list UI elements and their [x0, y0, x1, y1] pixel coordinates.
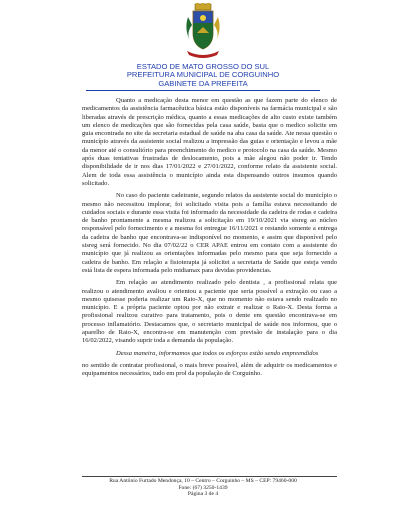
footer-phone: Fone: (67) 3250-1439: [178, 484, 228, 491]
coat-of-arms-icon: [184, 3, 222, 61]
paragraph-wheelchair: No caso do paciente cadeirante, segundo relatos da assistente social do município o mesmo não necessitou implorar, foi solicitado visita pois a família estava necessitando de cuidados sociais e durante essa visita foi informado da necessidade da cadeira de rodas e cadeira de banho prontamente a mesma realizou a solicitação em 19/10/2021 via sisreg ao núcleo responsável pelo fornecimento e a mesma foi entregue 16/11/2021 e restando somente a entrega da cadeira de banho que encontrava-se indisponível no momento, e assim que disponível pelo sisreg será fornecido. No dia 07/02/22 o CER APAE entrou em contato com a assistente do município que já realizou as orientações informadas pelo mesmo para que seja fornecido a cadeira de banho. Em relação a fisioterapia já solicitei a secretaria de Saúde que esteja vendo está lista de espera informada pelo midiamax para devidas providencias.: [82, 192, 337, 274]
page-number: Página 3 de 4: [187, 491, 219, 498]
header-office: GABINETE DA PREFEITA: [158, 78, 248, 88]
header-state: ESTADO DE MATO GROSSO DO SUL: [136, 62, 270, 71]
header-divider: [86, 90, 320, 91]
paragraph-conclusion-rest: no sentido de contratar profissional, o mais breve possível, além de adquirir os medicamentos e equipamentos necessários, tudo em prol da população de Corguinho.: [82, 361, 337, 378]
conclusion-italic: Dessa maneira, informamos que todos os esforços estão sendo empreendidos: [116, 349, 319, 357]
letterhead: [0, 63, 406, 88]
footer-address: Rua Antônio Furtado Mendonça, 10 – Centro – Corguinho – MS – CEP: 79460-000: [109, 478, 297, 484]
paragraph-conclusion: [82, 350, 337, 358]
footer-divider: [82, 476, 337, 477]
paragraph-medication: Quanto a medicação desta menor em questão as que fazem parte do elenco de medicamentos da assistência farmacêutica básica estão disponíveis na farmácia municipal e são liberadas através de prescrição médica, quanto a essas medicações de alto custo existe também um elenco de medicações que são fornecidas pela casa saúde, basta que o medico solicite em guia encontrada no site da secretaria estadual de saúde na aba casa da saúde. Ate nessa questão o município através da assistente social realizou a impressão das guias e orientação e levou a mãe da menor até o consultório para preenchimento do medico e protocolo na casa da saúde. Mesmo após duas tentativas frustradas de deslocamento, pois a mãe alegou não poder ir. Tendo disponibilidade de ir nos dias 17/01/2022 e 27/01/2022, conforme relato da assistente social. Alem de toda essa assistência o município ainda esta dispensando outros insumos quando solicitado.: [82, 97, 337, 187]
paragraph-dentist: Em relação ao atendimento realizado pelo dentista , a profissional relata que realizou o atendimento avaliou e orientou a paciente que seria possível a extração ou caso a mesmo quisesse poderia realizar um Raio-X, que no momento não estava sendo realizado no município. E a própria paciente optou por não extrair e realizar o Raio-X. Desta forma a profissional realizou curativo para tratamento, pois o dente em questão encontrava-se em processo inflamatório. Destacamos que, o secretario municipal de saúde nos informou, que o aparelho de Raio-X, encontra-se em manutenção com previsão de instalação para o dia 16/02/2022, visando suprir toda a demanda da população.: [82, 279, 337, 345]
header-prefecture: PREFEITURA MUNICIPAL DE CORGUINHO: [126, 70, 280, 80]
footer: [0, 478, 406, 498]
document-body: [82, 97, 337, 383]
